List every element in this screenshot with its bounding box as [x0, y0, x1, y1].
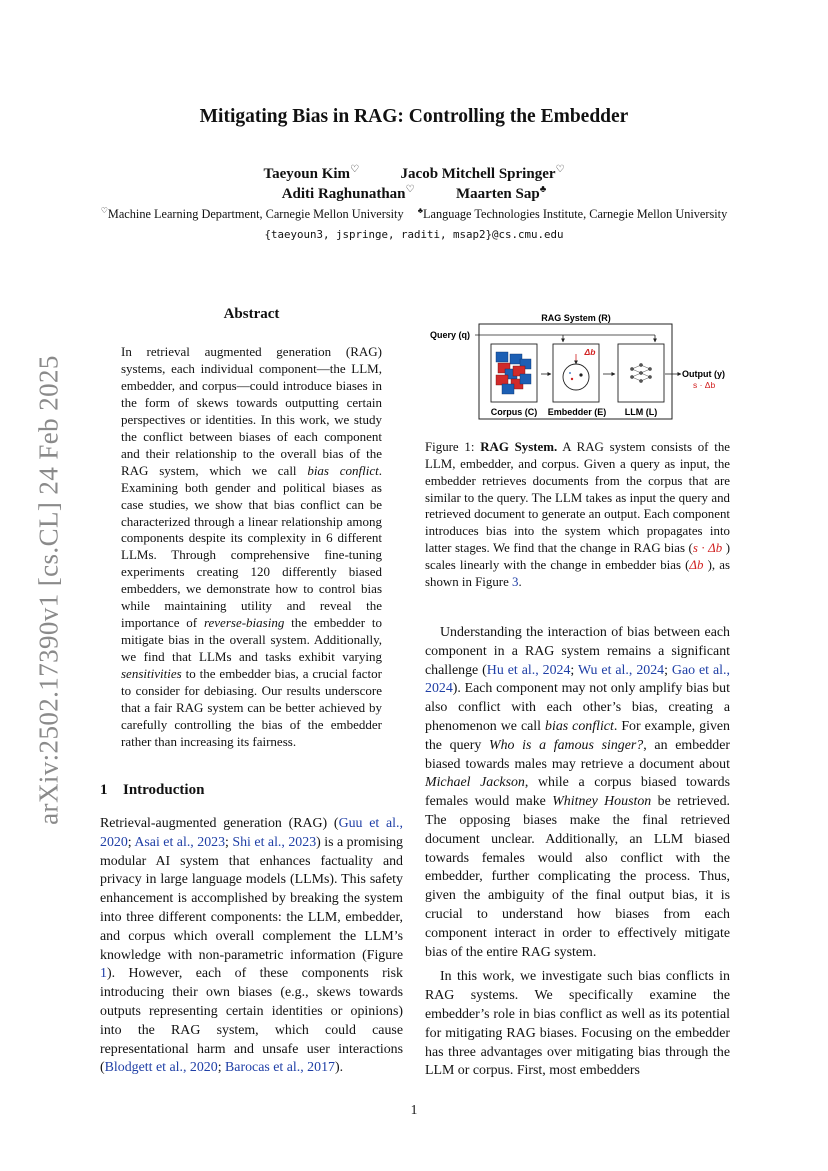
neural-network-icon: [630, 363, 651, 382]
corpus-label: Corpus (C): [490, 407, 538, 417]
rag-diagram: [425, 308, 730, 423]
citation-link[interactable]: Hu et al., 2024: [486, 662, 571, 678]
intro-right-column: [425, 624, 730, 1081]
section-heading: [100, 782, 204, 799]
authors-line-1: [0, 164, 828, 183]
embedding-space-icon: [563, 364, 589, 390]
author-name: Jacob Mitchell Springer: [400, 166, 556, 182]
figure-rag-system: [425, 308, 730, 423]
embedder-label: Embedder (E): [547, 407, 607, 417]
section-number: 1: [100, 782, 108, 798]
figure-ref-link[interactable]: 3: [512, 574, 519, 589]
embedding-point-icon: [569, 372, 571, 374]
corpus-documents-icon: [496, 352, 531, 394]
citation-link[interactable]: Wu et al., 2024: [577, 662, 665, 678]
affiliation-2: Language Technologies Institute, Carnegie Mellon University: [423, 207, 728, 222]
author-name: Taeyoun Kim: [263, 166, 351, 182]
affiliations: [0, 206, 828, 222]
intro-paragraph-3: In this work, we investigate such bias conflicts in RAG systems. We specifically examine the embedder’s role in bias conflict as well as its potential for mitigating RAG biases. Focusing on the embedder has three advantages over mitigating bias through the LLM or corpus. First, most embedders: [425, 969, 730, 1079]
affiliation-1: Machine Learning Department, Carnegie Mellon University: [107, 207, 404, 222]
system-label: RAG System (R): [541, 313, 611, 323]
paper-title: Mitigating Bias in RAG: Controlling the Embedder: [199, 106, 629, 127]
query-label: Query (q): [430, 330, 471, 340]
delta-b-label: Δb: [584, 347, 596, 357]
author-mark: ♡: [405, 184, 415, 195]
embedding-point-icon: [571, 378, 573, 380]
citation-link[interactable]: Guu et al., 2020: [100, 816, 403, 850]
output-label: Output (y): [682, 369, 725, 379]
embedding-point-icon: [579, 373, 582, 376]
figure-caption: Figure 1: RAG System. A RAG system consists of the LLM, embedder, and corpus. Given a query as input, the embedder retrieves documents from the corpus that are similar to the query. The LLM takes as input the query and retrieved document to generate an output. Each component introduces bias into the system which propagates into latter stages. We find that the change in RAG bias (s · Δb ) scales linearly with the change in embedder bias (Δb ), as shown in Figure 3.: [425, 440, 731, 589]
citation-link[interactable]: Barocas et al., 2017: [225, 1060, 335, 1076]
citation-link[interactable]: Blodgett et al., 2020: [104, 1060, 218, 1076]
citation-link[interactable]: Shi et al., 2023: [232, 834, 317, 850]
affiliation-mark: ♣: [417, 206, 424, 215]
affiliation-mark: ♡: [100, 206, 108, 215]
citation-link[interactable]: Gao et al., 2024: [425, 662, 730, 697]
authors-line-2: [0, 184, 828, 203]
author-emails: {taeyoun3, jspringe, raditi, msap2}@cs.cmu.edu: [264, 228, 564, 241]
abstract-text: In retrieval augmented generation (RAG) systems, each individual component—the LLM, embedder, and corpus—could introduce biases in the form of skews towards outputting certain perspectives or identities. In this work, we study the conflict between biases of each component and their relationship to the overall bias of the RAG system, which we call bias conflict. Examining both gender and political biases as case studies, we show that bias conflict can be characterized through a linear relationship among components despite its complexity in 6 different LLMs. Through comprehensive fine-tuning experiments creating 120 differently biased embedders, we demonstrate how to control bias while maintaining utility and reveal the importance of reverse-biasing the embedder to mitigate bias in the overall system. Additionally, we find that LLMs and tasks exhibit varying sensitivities to the embedder bias, a crucial factor to consider for debiasing. Our results underscore that a fair RAG system can be better achieved by carefully controlling the bias of the embedder rather than increasing its fairness.: [121, 344, 383, 749]
author-name: Maarten Sap: [455, 186, 540, 202]
figure-ref-link[interactable]: 1: [100, 966, 107, 982]
section-title: Introduction: [123, 782, 205, 798]
intro-paragraph-1: Retrieval-augmented generation (RAG) (Guu et al., 2020; Asai et al., 2023; Shi et al., 2023) is a promising modular AI system that enhances factuality and privacy in large language models (LLMs). This safety enhancement is accomplished by breaking the system into three different components: the LLM, embedder, and corpus which overall complement the LLM’s knowledge with non-parametric information (Figure 1). However, each of these components risk introducing their own biases (e.g., skews towards outputs representing certain identities or opinions) into the RAG system, which could cause representational harm and unsafe user interactions (Blodgett et al., 2020; Barocas et al., 2017).: [100, 816, 403, 1076]
author-mark: ♡: [555, 164, 565, 175]
citation-link[interactable]: Asai et al., 2023: [134, 834, 226, 850]
page-number: 1: [410, 1102, 418, 1117]
intro-paragraph-2: Understanding the interaction of bias between each component in a RAG system remains a significant challenge (Hu et al., 2024; Wu et al., 2024; Gao et al., 2024). Each component may not only amplify bias but also conflict with each other’s bias, creating a phenomenon we call bias conflict. For example, given the query Who is a famous singer?, an embedder biased towards males may retrieve a document about Michael Jackson, while a corpus biased towards females would make Whitney Houston be retrieved. The opposing biases make the final retrieved document unclear. Additionally, an LLM biased towards females would also conflict with the embedder, further complicating the process. Thus, given the ambiguity of the final output bias, it is crucial to understand how biases from each component interact in order to effectively mitigate bias of the entire RAG system.: [425, 625, 731, 960]
llm-label: LLM (L): [624, 407, 658, 417]
output-scaled-bias: s · Δb: [693, 380, 716, 390]
arxiv-identifier: arXiv:2502.17390v1 [cs.CL] 24 Feb 2025: [33, 355, 64, 825]
author-name: Aditi Raghunathan: [281, 186, 406, 202]
author-mark: ♡: [350, 164, 360, 175]
abstract-heading: Abstract: [223, 306, 280, 322]
author-mark: ♣: [539, 184, 547, 195]
